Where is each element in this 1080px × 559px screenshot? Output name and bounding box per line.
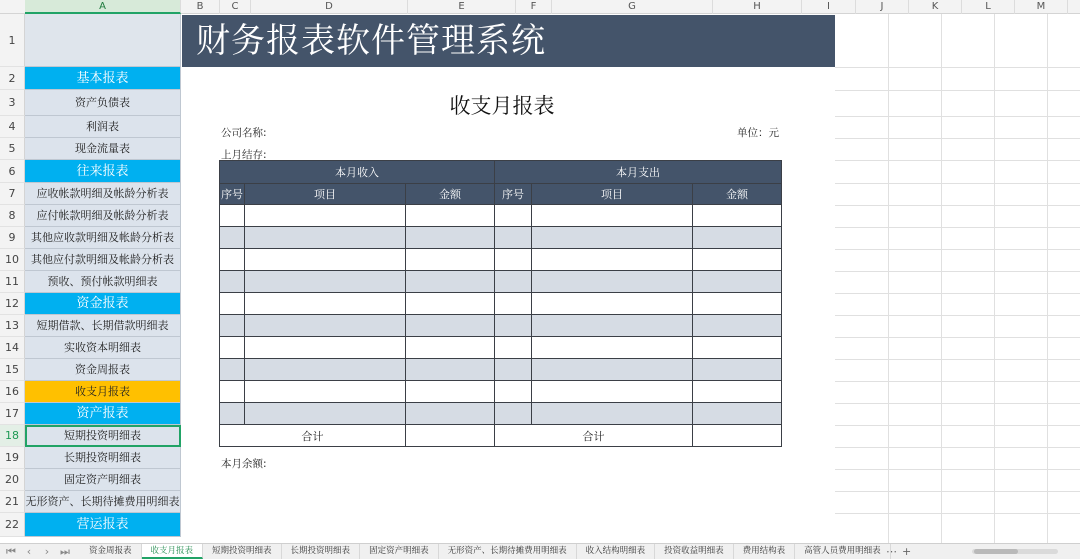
nav-section-header: 营运报表 (25, 513, 181, 537)
column-header-bar (0, 0, 1080, 14)
nav-report-link[interactable]: 其他应付款明细及帐龄分析表 (25, 249, 181, 271)
row-header-10[interactable]: 10 (0, 249, 25, 271)
column-header-e[interactable]: E (408, 0, 516, 14)
row-header-16[interactable]: 16 (0, 381, 25, 403)
grid-line (835, 67, 1080, 68)
nav-report-link[interactable]: 现金流量表 (25, 138, 181, 160)
more-sheets-icon[interactable]: ⋯ (886, 545, 897, 558)
table-cell[interactable] (532, 271, 693, 293)
income-group-header: 本月收入 (220, 161, 495, 184)
table-cell[interactable] (693, 403, 782, 425)
row-header-9[interactable]: 9 (0, 227, 25, 249)
table-cell[interactable] (693, 337, 782, 359)
table-cell[interactable] (406, 293, 495, 315)
table-cell[interactable] (532, 381, 693, 403)
nav-section-header: 资产报表 (25, 403, 181, 425)
table-cell[interactable] (495, 293, 532, 315)
table-cell[interactable] (220, 403, 245, 425)
row-header-8[interactable]: 8 (0, 205, 25, 227)
grid-line (835, 425, 1080, 426)
sheet-tab-bar (0, 543, 1080, 559)
nav-report-link[interactable]: 资金周报表 (25, 359, 181, 381)
nav-report-link[interactable]: 收支月报表 (25, 381, 181, 403)
sheet-tab[interactable]: 收支月报表 (142, 544, 204, 559)
column-header-b[interactable]: B (181, 0, 220, 14)
table-cell[interactable] (693, 381, 782, 403)
month-balance-label: 本月余额: (221, 458, 267, 470)
table-cell[interactable] (245, 249, 406, 271)
income-total-amount[interactable] (406, 425, 495, 447)
table-cell[interactable] (495, 381, 532, 403)
grid-line (835, 447, 1080, 448)
sheet-tab[interactable]: 短期投资明细表 (203, 544, 282, 559)
table-cell[interactable] (245, 381, 406, 403)
table-cell[interactable] (495, 249, 532, 271)
row-header-19[interactable]: 19 (0, 447, 25, 469)
column-header-d[interactable]: D (251, 0, 408, 14)
table-row (220, 381, 782, 403)
table-cell[interactable] (406, 271, 495, 293)
column-header-k[interactable]: K (909, 0, 962, 14)
grid-line (835, 116, 1080, 117)
table-row (220, 315, 782, 337)
row-header-20[interactable]: 20 (0, 469, 25, 491)
prev-sheet-icon[interactable]: ‹ (26, 545, 32, 558)
nav-report-link[interactable]: 资产负债表 (25, 90, 181, 116)
table-cell[interactable] (693, 205, 782, 227)
table-cell[interactable] (245, 403, 406, 425)
sheet-tab[interactable]: 高管人员费用明细表 (795, 544, 891, 559)
expense-amount-header: 金额 (693, 184, 782, 205)
column-header-i[interactable]: I (802, 0, 856, 14)
table-cell[interactable] (693, 271, 782, 293)
nav-report-link[interactable]: 实收资本明细表 (25, 337, 181, 359)
sheet-tab[interactable]: 无形资产、长期待摊费用明细表 (439, 544, 577, 559)
grid-line (835, 381, 1080, 382)
nav-report-link[interactable]: 短期借款、长期借款明细表 (25, 315, 181, 337)
row-header-4[interactable]: 4 (0, 116, 25, 138)
nav-section-header: 基本报表 (25, 67, 181, 90)
nav-section-header: 资金报表 (25, 293, 181, 315)
sheet-tab[interactable]: 收入结构明细表 (577, 544, 656, 559)
table-cell[interactable] (220, 271, 245, 293)
table-cell[interactable] (245, 271, 406, 293)
grid-line (835, 271, 1080, 272)
table-cell[interactable] (406, 227, 495, 249)
income-no-header: 序号 (220, 184, 245, 205)
cell-a1[interactable] (25, 14, 181, 67)
table-cell[interactable] (245, 337, 406, 359)
table-cell[interactable] (220, 227, 245, 249)
table-cell[interactable] (532, 315, 693, 337)
table-cell[interactable] (495, 205, 532, 227)
table-cell[interactable] (406, 359, 495, 381)
unit-label: 单位：元 (737, 127, 779, 139)
table-cell[interactable] (406, 381, 495, 403)
grid-line (835, 491, 1080, 492)
nav-report-link[interactable]: 长期投资明细表 (25, 447, 181, 469)
sheet-tabs (80, 544, 891, 559)
table-cell[interactable] (495, 359, 532, 381)
grid-line (835, 205, 1080, 206)
grid-line (1047, 14, 1048, 543)
row-header-1[interactable]: 1 (0, 14, 25, 67)
table-cell[interactable] (220, 359, 245, 381)
nav-report-link[interactable]: 利润表 (25, 116, 181, 138)
row-header-3[interactable]: 3 (0, 90, 25, 116)
table-cell[interactable] (245, 293, 406, 315)
row-header-2[interactable]: 2 (0, 67, 25, 90)
expense-total-label: 合计 (495, 425, 693, 447)
table-cell[interactable] (532, 227, 693, 249)
next-sheet-icon[interactable]: › (44, 545, 50, 558)
grid-line (835, 293, 1080, 294)
total-row (220, 425, 782, 447)
table-cell[interactable] (532, 205, 693, 227)
grid-line (835, 249, 1080, 250)
grid-line (888, 14, 889, 543)
table-cell[interactable] (220, 315, 245, 337)
expense-no-header: 序号 (495, 184, 532, 205)
table-cell[interactable] (693, 227, 782, 249)
row-header-6[interactable]: 6 (0, 160, 25, 183)
table-cell[interactable] (495, 315, 532, 337)
grid-line (835, 183, 1080, 184)
previous-balance-label: 上月结存: (221, 149, 267, 161)
table-row (220, 227, 782, 249)
table-cell[interactable] (406, 337, 495, 359)
row-header-17[interactable]: 17 (0, 403, 25, 425)
table-cell[interactable] (220, 337, 245, 359)
sheet-tab[interactable]: 固定资产明细表 (360, 544, 439, 559)
company-name-label: 公司名称: (221, 127, 267, 139)
table-cell[interactable] (245, 205, 406, 227)
row-header-18[interactable]: 18 (0, 425, 25, 447)
grid-line (835, 337, 1080, 338)
app-banner-title: 财务报表软件管理系统 (182, 15, 835, 67)
nav-report-link[interactable]: 无形资产、长期待摊费用明细表 (25, 491, 181, 513)
sheet-tab[interactable]: 费用结构表 (734, 544, 796, 559)
table-row (220, 359, 782, 381)
expense-item-header: 项目 (532, 184, 693, 205)
last-sheet-icon[interactable]: ⏭ (60, 545, 70, 558)
sheet-tab[interactable]: 长期投资明细表 (282, 544, 361, 559)
nav-report-link[interactable]: 预收、预付帐款明细表 (25, 271, 181, 293)
column-header-j[interactable]: J (856, 0, 909, 14)
horizontal-scrollbar[interactable] (962, 547, 1072, 556)
table-row (220, 293, 782, 315)
row-header-7[interactable]: 7 (0, 183, 25, 205)
table-cell[interactable] (693, 359, 782, 381)
grid-line (835, 227, 1080, 228)
income-expense-table (219, 160, 782, 447)
grid-line (835, 138, 1080, 139)
column-header-g[interactable]: G (552, 0, 713, 14)
grid-line (835, 403, 1080, 404)
report-title: 收支月报表 (449, 94, 555, 118)
add-sheet-icon[interactable]: + (902, 545, 912, 558)
expense-group-header: 本月支出 (495, 161, 782, 184)
table-cell[interactable] (532, 337, 693, 359)
grid-line (994, 14, 995, 543)
table-row (220, 249, 782, 271)
row-header-22[interactable]: 22 (0, 513, 25, 537)
table-cell[interactable] (495, 227, 532, 249)
table-cell[interactable] (495, 403, 532, 425)
row-header-14[interactable]: 14 (0, 337, 25, 359)
table-cell[interactable] (693, 315, 782, 337)
column-header-f[interactable]: F (516, 0, 552, 14)
grid-line (835, 469, 1080, 470)
table-cell[interactable] (495, 271, 532, 293)
table-cell[interactable] (245, 359, 406, 381)
table-cell[interactable] (693, 293, 782, 315)
expense-total-amount[interactable] (693, 425, 782, 447)
grid-line (835, 90, 1080, 91)
row-header-12[interactable]: 12 (0, 293, 25, 315)
sheet-tab[interactable]: 投资收益明细表 (655, 544, 734, 559)
table-cell[interactable] (245, 227, 406, 249)
nav-report-link[interactable]: 固定资产明细表 (25, 469, 181, 491)
income-item-header: 项目 (245, 184, 406, 205)
table-cell[interactable] (245, 315, 406, 337)
nav-report-link[interactable]: 其他应收款明细及帐龄分析表 (25, 227, 181, 249)
income-total-label: 合计 (220, 425, 406, 447)
table-cell[interactable] (532, 249, 693, 271)
income-amount-header: 金额 (406, 184, 495, 205)
grid-line (835, 160, 1080, 161)
row-header-11[interactable]: 11 (0, 271, 25, 293)
table-row (220, 337, 782, 359)
table-cell[interactable] (220, 205, 245, 227)
row-header-15[interactable]: 15 (0, 359, 25, 381)
table-cell[interactable] (532, 403, 693, 425)
table-row (220, 271, 782, 293)
nav-report-link[interactable]: 应收帐款明细及帐龄分析表 (25, 183, 181, 205)
grid-line (835, 513, 1080, 514)
column-header-a[interactable]: A (25, 0, 181, 14)
row-header-21[interactable]: 21 (0, 491, 25, 513)
table-cell[interactable] (406, 205, 495, 227)
table-cell[interactable] (495, 337, 532, 359)
table-row (220, 403, 782, 425)
table-row (220, 205, 782, 227)
table-cell[interactable] (406, 315, 495, 337)
table-cell[interactable] (406, 249, 495, 271)
table-cell[interactable] (220, 293, 245, 315)
row-header-5[interactable]: 5 (0, 138, 25, 160)
column-header-m[interactable]: M (1015, 0, 1068, 14)
table-cell[interactable] (220, 381, 245, 403)
nav-report-link[interactable]: 应付帐款明细及帐龄分析表 (25, 205, 181, 227)
table-cell[interactable] (532, 359, 693, 381)
nav-section-header: 往来报表 (25, 160, 181, 183)
row-header-13[interactable]: 13 (0, 315, 25, 337)
table-cell[interactable] (220, 249, 245, 271)
grid-line (941, 14, 942, 543)
first-sheet-icon[interactable]: ⏮ (6, 545, 16, 558)
table-cell[interactable] (532, 293, 693, 315)
sheet-tab[interactable]: 资金周报表 (80, 544, 142, 559)
column-header-h[interactable]: H (713, 0, 802, 14)
table-cell[interactable] (406, 403, 495, 425)
table-cell[interactable] (693, 249, 782, 271)
grid-line (835, 315, 1080, 316)
column-header-l[interactable]: L (962, 0, 1015, 14)
column-header-c[interactable]: C (220, 0, 251, 14)
grid-line (835, 359, 1080, 360)
nav-report-link[interactable]: 短期投资明细表 (25, 425, 181, 447)
